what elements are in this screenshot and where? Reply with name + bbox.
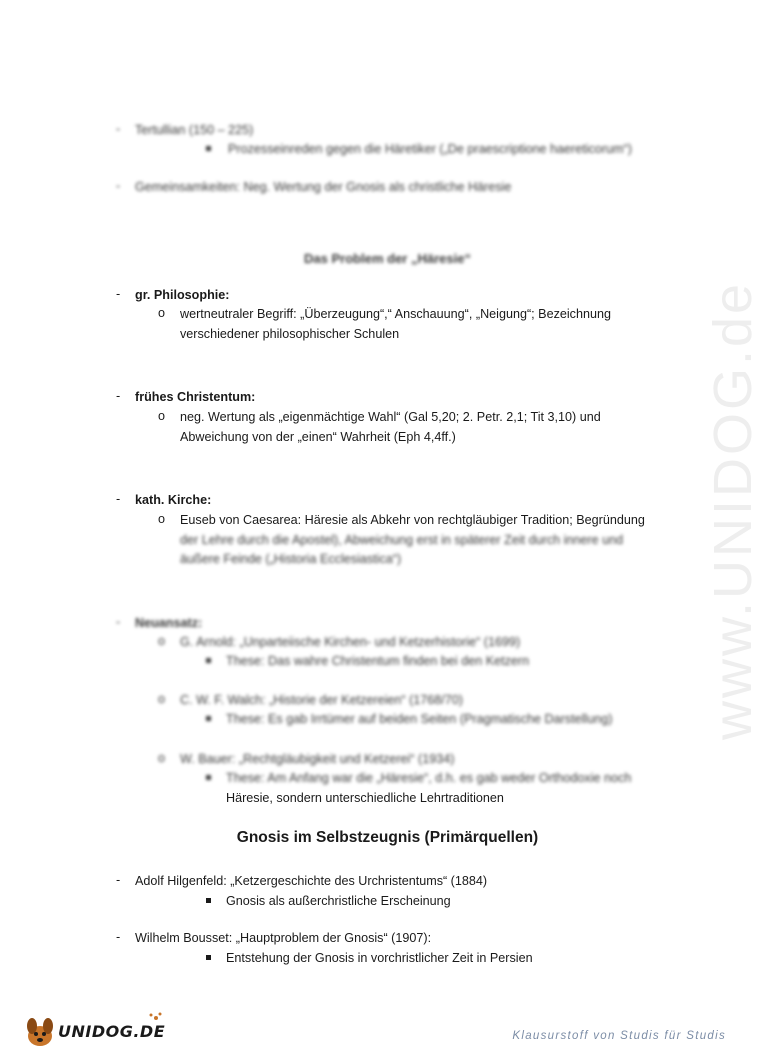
circle-bullet-icon: o (158, 751, 166, 765)
dash-bullet: - (116, 492, 121, 506)
dash-bullet: - (116, 179, 121, 193)
list-subsubitem: These: Das wahre Christentum finden bei den Ketzern (226, 654, 530, 668)
dash-bullet: - (116, 930, 121, 944)
list-subitem: Prozesseinreden gegen die Häretiker („De praescriptione haereticorum“) (228, 142, 632, 156)
list-subitem: C. W. F. Walch: „Historie der Ketzereien“ (1768/70) (180, 693, 463, 707)
list-subitem-cont: verschiedener philosophischer Schulen (180, 327, 400, 341)
circle-bullet-icon: o (158, 512, 166, 526)
section-heading: Das Problem der „Häresie“ (304, 251, 471, 266)
list-subitem-cont: der Lehre durch die Apostel), Abweichung erst in späterer Zeit durch innere und (180, 533, 624, 547)
circle-bullet-icon: o (158, 306, 166, 320)
list-subitem-cont: Abweichung von der „einen“ Wahrheit (Eph 4,4ff.) (180, 430, 456, 444)
list-subitem: wertneutraler Begriff: „Überzeugung“,“ Anschauung“, „Neigung“; Bezeichnung (180, 307, 611, 321)
square-bullet-icon (206, 658, 211, 663)
square-bullet-icon (206, 716, 211, 721)
square-bullet-icon (206, 775, 211, 780)
list-item: Adolf Hilgenfeld: „Ketzergeschichte des Urchristentums“ (1884) (135, 874, 488, 888)
list-subitem: G. Arnold: „Unparteiische Kirchen- und Ketzerhistorie“ (1699) (180, 635, 521, 649)
list-subitem: neg. Wertung als „eigenmächtige Wahl“ (Gal 5,20; 2. Petr. 2,1; Tit 3,10) und (180, 410, 601, 424)
watermark: www.UNIDOG.de (703, 280, 763, 740)
dash-bullet: - (116, 287, 121, 301)
list-subsubitem-cont: Häresie, sondern unterschiedliche Lehrtraditionen (226, 791, 504, 805)
list-label: kath. Kirche: (135, 493, 212, 507)
list-item: Tertullian (150 – 225) (135, 123, 254, 137)
list-label: frühes Christentum: (135, 390, 256, 404)
square-bullet-icon (206, 898, 211, 903)
dash-bullet: - (116, 122, 121, 136)
dash-bullet: - (116, 389, 121, 403)
square-bullet-icon (206, 146, 211, 151)
circle-bullet-icon: o (158, 634, 166, 648)
list-subitem: W. Bauer: „Rechtgläubigkeit und Ketzerei“ (1934) (180, 752, 455, 766)
footer-tagline: Klausurstoff von Studis für Studis (512, 1030, 726, 1042)
list-label: gr. Philosophie: (135, 288, 230, 302)
list-subitem: Euseb von Caesarea: Häresie als Abkehr von rechtgläubiger Tradition; Begründung (180, 513, 645, 527)
list-label: Neuansatz: (135, 616, 203, 630)
list-subsubitem: These: Am Anfang war die „Häresie“, d.h. es gab weder Orthodoxie noch (226, 771, 632, 785)
list-subitem: Gnosis als außerchristliche Erscheinung (226, 894, 451, 908)
list-subitem-cont: äußere Feinde („Historia Ecclesiastica“) (180, 552, 402, 566)
dash-bullet: - (116, 873, 121, 887)
list-subitem: Entstehung der Gnosis in vorchristlicher Zeit in Persien (226, 951, 533, 965)
circle-bullet-icon: o (158, 692, 166, 706)
footer-logo-text: UNIDOG.DE (58, 1022, 166, 1041)
circle-bullet-icon: o (158, 409, 166, 423)
list-subsubitem: These: Es gab Irrtümer auf beiden Seiten (Pragmatische Darstellung) (226, 712, 613, 726)
square-bullet-icon (206, 955, 211, 960)
list-item: Gemeinsamkeiten: Neg. Wertung der Gnosis als christliche Häresie (135, 180, 512, 194)
section-heading: Gnosis im Selbstzeugnis (Primärquellen) (236, 829, 539, 846)
dash-bullet: - (116, 615, 121, 629)
list-item: Wilhelm Bousset: „Hauptproblem der Gnosis“ (1907): (135, 931, 432, 945)
